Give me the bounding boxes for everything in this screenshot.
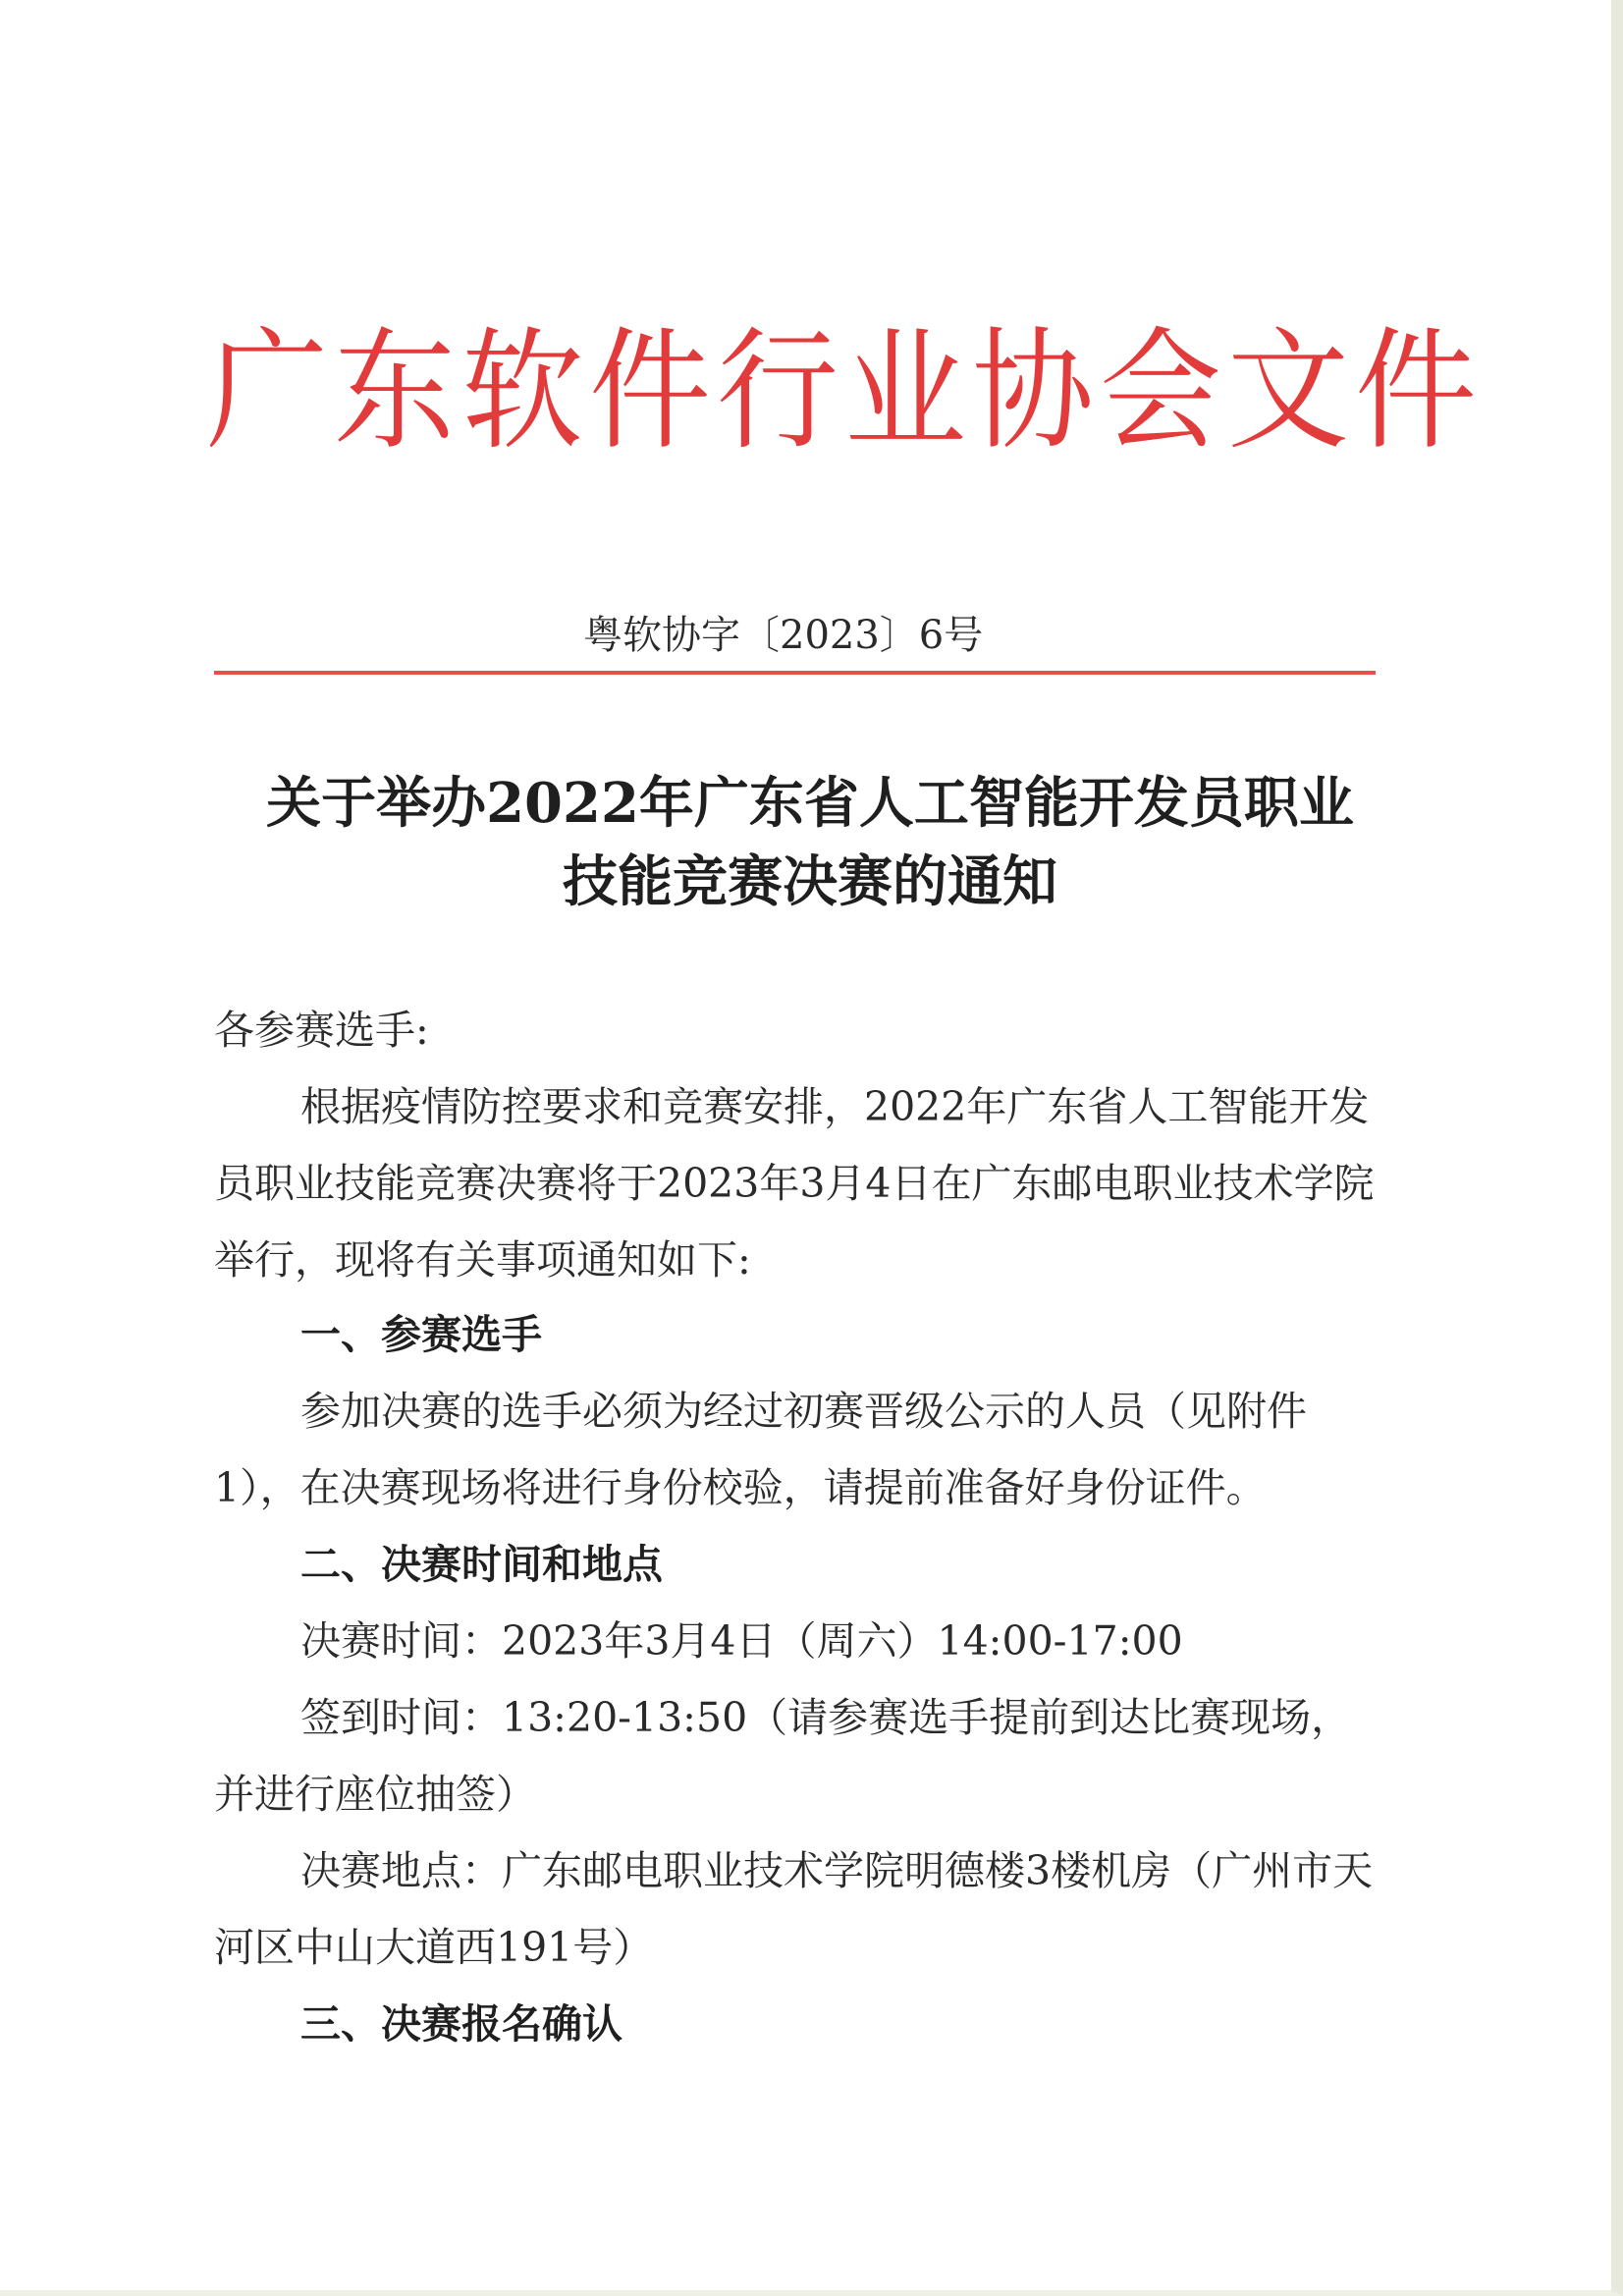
salutation: 各参赛选手: [214, 1007, 429, 1054]
document-number: 粤软协字〔2023〕6号 [583, 613, 984, 658]
section-3-heading: 三、决赛报名确认 [300, 2000, 622, 2048]
notice-title-line-1: 关于举办2022年广东省人工智能开发员职业 [266, 771, 1354, 836]
notice-title [206, 764, 1414, 921]
intro-paragraph: 根据疫情防控要求和竞赛安排，2022年广东省人工智能开发员职业技能竞赛决赛将于2023年3月4日在广东邮电职业技术学院举行，现将有关事项通知如下: [214, 1083, 1375, 1284]
notice-title-line-2: 技能竞赛决赛的通知 [563, 849, 1057, 914]
section-2-heading: 二、决赛时间和地点 [300, 1541, 663, 1588]
final-time: 决赛时间：2023年3月4日（周六）14:00-17:00 [300, 1617, 1183, 1665]
checkin-time: 签到时间：13:20-13:50（请参赛选手提前到达比赛现场，并进行座位抽签） [214, 1694, 1352, 1818]
section-1-heading: 一、参赛选手 [300, 1311, 542, 1358]
venue: 决赛地点：广东邮电职业技术学院明德楼3楼机房（广州市天河区中山大道西191号） [214, 1847, 1374, 1971]
org-header-title: 广东软件行业协会文件 [206, 315, 1484, 468]
red-separator-rule [214, 671, 1376, 675]
section-1-paragraph: 参加决赛的选手必须为经过初赛晋级公示的人员（见附件1），在决赛现场将进行身份校验，请提前准备好身份证件。 [214, 1388, 1307, 1511]
